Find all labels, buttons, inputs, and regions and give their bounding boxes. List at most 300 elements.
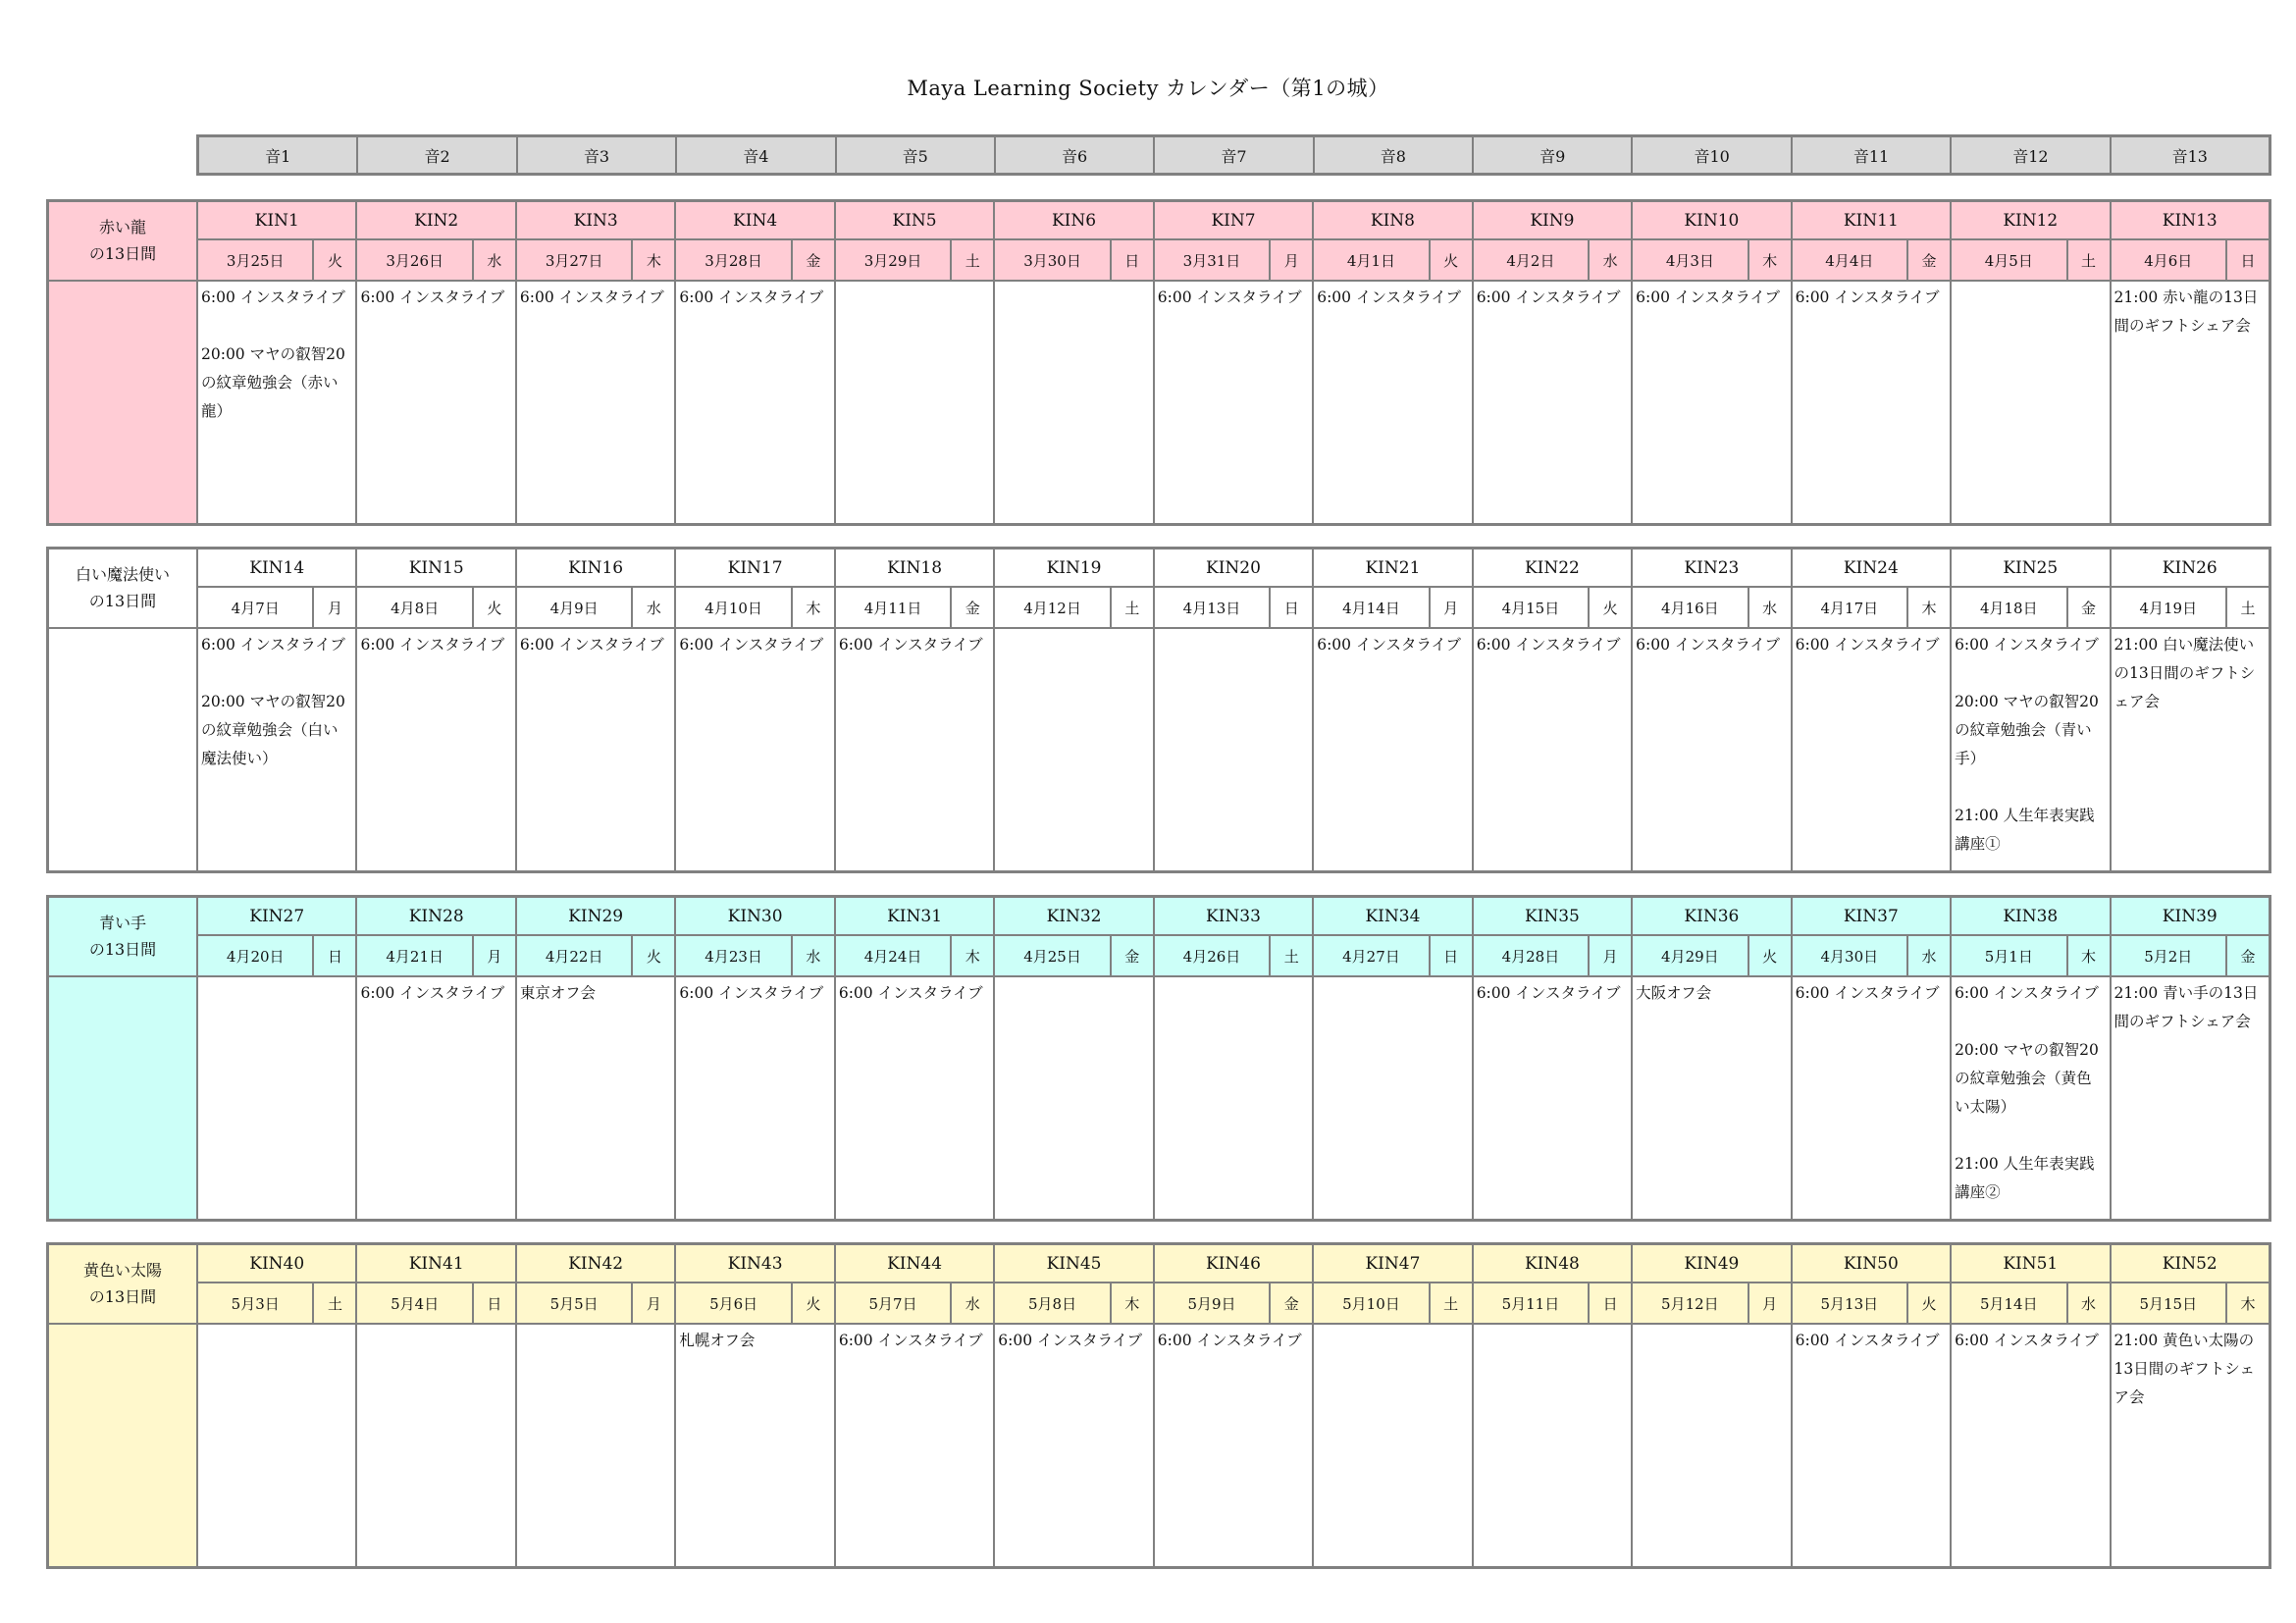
kin-number: KIN51 — [1952, 1245, 2109, 1282]
event-cell[interactable] — [1314, 977, 1471, 1219]
event-entry: 6:00 インスタライブ — [679, 288, 824, 306]
wavespell-label: 赤い龍 の13日間 — [49, 202, 196, 280]
date-label: 4月1日 — [1314, 240, 1428, 280]
date-label: 4月7日 — [198, 588, 312, 627]
date-cell — [2112, 1283, 2269, 1323]
event-cell[interactable] — [1952, 977, 2109, 1219]
date-cell — [1474, 240, 1631, 280]
weekday-label: 土 — [2227, 588, 2269, 627]
date-label: 5月3日 — [198, 1283, 312, 1323]
weekday-label: 木 — [1749, 240, 1791, 280]
event-cell[interactable] — [1633, 977, 1790, 1219]
event-cell[interactable] — [1314, 629, 1471, 870]
date-label: 3月25日 — [198, 240, 312, 280]
date-cell — [357, 588, 514, 627]
kin-number: KIN49 — [1633, 1245, 1790, 1282]
weekday-label: 火 — [314, 240, 355, 280]
date-label: 5月12日 — [1633, 1283, 1747, 1323]
event-entry: 6:00 インスタライブ — [360, 636, 505, 654]
weekday-label: 日 — [1112, 240, 1153, 280]
event-cell[interactable] — [1793, 282, 1950, 523]
event-cell[interactable] — [1314, 282, 1471, 523]
kin-number: KIN23 — [1633, 550, 1790, 586]
weekday-label: 水 — [474, 240, 515, 280]
weekday-label: 土 — [1112, 588, 1153, 627]
kin-number: KIN11 — [1793, 202, 1950, 238]
event-entry: 6:00 インスタライブ — [1955, 984, 2099, 1002]
wavespell-label-fill — [49, 1325, 196, 1566]
weekday-label: 水 — [1749, 588, 1791, 627]
date-cell — [357, 240, 514, 280]
event-cell[interactable] — [357, 1325, 514, 1566]
weekday-label: 木 — [793, 588, 834, 627]
date-cell — [1314, 588, 1471, 627]
event-entry: 6:00 インスタライブ — [1157, 288, 1302, 306]
event-entry: 6:00 インスタライブ — [1795, 984, 1940, 1002]
event-cell[interactable] — [995, 977, 1152, 1219]
event-entry: 6:00 インスタライブ — [679, 984, 824, 1002]
date-label: 5月10日 — [1314, 1283, 1428, 1323]
date-cell — [836, 936, 993, 975]
event-entry: 21:00 赤い龍の13日間のギフトシェア会 — [2113, 288, 2259, 335]
wavespell-label-fill — [49, 282, 196, 523]
event-cell[interactable] — [1952, 1325, 2109, 1566]
event-cell[interactable] — [1155, 1325, 1312, 1566]
event-entry: 6:00 インスタライブ — [519, 288, 664, 306]
tone-header-cell: 音13 — [2112, 137, 2269, 173]
date-cell — [1474, 1283, 1631, 1323]
weekday-label: 月 — [474, 936, 515, 975]
wavespell-block-red — [46, 199, 2271, 526]
date-label: 4月13日 — [1155, 588, 1269, 627]
event-entry: 札幌オフ会 — [679, 1332, 756, 1349]
weekday-label: 土 — [1271, 936, 1312, 975]
event-entry: 21:00 青い手の13日間のギフトシェア会 — [2113, 984, 2259, 1030]
weekday-label: 火 — [1908, 1283, 1950, 1323]
weekday-label: 金 — [793, 240, 834, 280]
event-entry: 6:00 インスタライブ — [360, 288, 505, 306]
kin-number: KIN5 — [836, 202, 993, 238]
event-cell[interactable] — [1474, 629, 1631, 870]
kin-number: KIN17 — [676, 550, 833, 586]
date-cell — [517, 588, 674, 627]
event-cell[interactable] — [836, 282, 993, 523]
date-cell — [995, 936, 1152, 975]
date-label: 4月6日 — [2112, 240, 2225, 280]
kin-number: KIN39 — [2112, 898, 2269, 934]
event-cell[interactable] — [517, 1325, 674, 1566]
kin-number: KIN46 — [1155, 1245, 1312, 1282]
date-cell — [1793, 240, 1950, 280]
kin-number: KIN6 — [995, 202, 1152, 238]
date-cell — [1633, 240, 1790, 280]
date-cell — [995, 240, 1152, 280]
date-label: 5月8日 — [995, 1283, 1109, 1323]
event-cell[interactable] — [517, 977, 674, 1219]
weekday-label: 日 — [1271, 588, 1312, 627]
date-label: 4月28日 — [1474, 936, 1588, 975]
weekday-label: 木 — [952, 936, 993, 975]
kin-number: KIN27 — [198, 898, 355, 934]
date-label: 5月9日 — [1155, 1283, 1269, 1323]
event-cell[interactable] — [517, 282, 674, 523]
date-cell — [1474, 936, 1631, 975]
date-cell — [1633, 936, 1790, 975]
date-label: 4月26日 — [1155, 936, 1269, 975]
event-cell[interactable] — [1952, 282, 2109, 523]
wavespell-block-blue — [46, 895, 2271, 1222]
event-entry: 大阪オフ会 — [1636, 984, 1712, 1002]
date-cell — [1155, 1283, 1312, 1323]
date-cell — [676, 240, 833, 280]
weekday-label: 水 — [633, 588, 674, 627]
event-entry: 6:00 インスタライブ — [1795, 1332, 1940, 1349]
kin-number: KIN50 — [1793, 1245, 1950, 1282]
event-entry: 6:00 インスタライブ — [1317, 636, 1462, 654]
event-cell[interactable] — [357, 282, 514, 523]
date-label: 4月2日 — [1474, 240, 1588, 280]
event-cell[interactable] — [1474, 1325, 1631, 1566]
event-entry: 20:00 マヤの叡智20の紋章勉強会（白い魔法使い） — [201, 693, 345, 767]
kin-number: KIN13 — [2112, 202, 2269, 238]
weekday-label: 水 — [793, 936, 834, 975]
date-cell — [198, 1283, 355, 1323]
date-label: 4月18日 — [1952, 588, 2065, 627]
event-entry: 6:00 インスタライブ — [1955, 636, 2099, 654]
date-cell — [1633, 1283, 1790, 1323]
date-label: 5月15日 — [2112, 1283, 2225, 1323]
weekday-label: 土 — [2068, 240, 2110, 280]
kin-number: KIN19 — [995, 550, 1152, 586]
weekday-label: 木 — [1908, 588, 1950, 627]
weekday-label: 月 — [1590, 936, 1631, 975]
event-cell[interactable] — [676, 1325, 833, 1566]
event-entry: 6:00 インスタライブ — [201, 636, 345, 654]
kin-number: KIN41 — [357, 1245, 514, 1282]
date-cell — [836, 240, 993, 280]
wavespell-block-white — [46, 547, 2271, 873]
event-cell[interactable] — [1155, 629, 1312, 870]
kin-number: KIN42 — [517, 1245, 674, 1282]
tone-header-cell: 音2 — [358, 137, 515, 173]
weekday-label: 水 — [2068, 1283, 2110, 1323]
date-label: 4月8日 — [357, 588, 471, 627]
weekday-label: 水 — [1908, 936, 1950, 975]
event-cell[interactable] — [1793, 629, 1950, 870]
date-label: 4月27日 — [1314, 936, 1428, 975]
kin-number: KIN32 — [995, 898, 1152, 934]
event-cell[interactable] — [995, 282, 1152, 523]
kin-number: KIN1 — [198, 202, 355, 238]
date-label: 4月24日 — [836, 936, 950, 975]
date-label: 3月29日 — [836, 240, 950, 280]
kin-number: KIN37 — [1793, 898, 1950, 934]
date-label: 4月5日 — [1952, 240, 2065, 280]
kin-number: KIN15 — [357, 550, 514, 586]
tone-header-cell: 音10 — [1633, 137, 1790, 173]
event-cell[interactable] — [1155, 977, 1312, 1219]
date-cell — [1952, 1283, 2109, 1323]
weekday-label: 金 — [1271, 1283, 1312, 1323]
kin-number: KIN34 — [1314, 898, 1471, 934]
event-entry: 21:00 人生年表実践講座② — [1955, 1155, 2095, 1201]
date-cell — [1474, 588, 1631, 627]
date-cell — [1952, 936, 2109, 975]
weekday-label: 火 — [1590, 588, 1631, 627]
event-cell[interactable] — [1793, 977, 1950, 1219]
event-cell[interactable] — [1633, 282, 1790, 523]
kin-number: KIN40 — [198, 1245, 355, 1282]
event-cell[interactable] — [676, 977, 833, 1219]
event-entry: 6:00 インスタライブ — [201, 288, 345, 306]
kin-number: KIN26 — [2112, 550, 2269, 586]
date-label: 4月11日 — [836, 588, 950, 627]
date-cell — [517, 1283, 674, 1323]
event-cell[interactable] — [1633, 629, 1790, 870]
wavespell-label: 白い魔法使い の13日間 — [49, 550, 196, 627]
tone-header-cell: 音7 — [1155, 137, 1312, 173]
tone-header-cell: 音11 — [1793, 137, 1950, 173]
event-entry: 6:00 インスタライブ — [1795, 288, 1940, 306]
date-label: 5月2日 — [2112, 936, 2225, 975]
date-cell — [995, 588, 1152, 627]
weekday-label: 火 — [1431, 240, 1472, 280]
event-entry: 20:00 マヤの叡智20の紋章勉強会（青い手） — [1955, 693, 2099, 767]
event-cell[interactable] — [2112, 977, 2269, 1219]
date-cell — [1952, 588, 2109, 627]
event-entry: 20:00 マヤの叡智20の紋章勉強会（赤い龍） — [201, 345, 345, 420]
event-cell[interactable] — [995, 1325, 1152, 1566]
event-cell[interactable] — [1474, 282, 1631, 523]
event-entry: 6:00 インスタライブ — [1317, 288, 1462, 306]
date-label: 4月19日 — [2112, 588, 2225, 627]
event-cell[interactable] — [357, 629, 514, 870]
kin-number: KIN38 — [1952, 898, 2109, 934]
kin-number: KIN45 — [995, 1245, 1152, 1282]
event-entry: 6:00 インスタライブ — [1636, 288, 1780, 306]
kin-number: KIN25 — [1952, 550, 2109, 586]
event-cell[interactable] — [198, 1325, 355, 1566]
event-cell[interactable] — [517, 629, 674, 870]
tone-header-cell: 音1 — [199, 137, 356, 173]
date-label: 4月16日 — [1633, 588, 1747, 627]
date-label: 5月7日 — [836, 1283, 950, 1323]
kin-number: KIN47 — [1314, 1245, 1471, 1282]
kin-number: KIN7 — [1155, 202, 1312, 238]
date-cell — [357, 1283, 514, 1323]
page-title: Maya Learning Society カレンダー（第1の城） — [907, 77, 1389, 100]
weekday-label: 月 — [1271, 240, 1312, 280]
event-cell[interactable] — [836, 1325, 993, 1566]
wavespell-label: 黄色い太陽 の13日間 — [49, 1245, 196, 1323]
date-label: 3月28日 — [676, 240, 790, 280]
event-cell[interactable] — [1474, 977, 1631, 1219]
event-cell[interactable] — [198, 282, 355, 523]
tone-header-cell: 音9 — [1474, 137, 1631, 173]
date-label: 5月11日 — [1474, 1283, 1588, 1323]
wavespell-label: 青い手 の13日間 — [49, 898, 196, 975]
date-cell — [517, 240, 674, 280]
weekday-label: 土 — [952, 240, 993, 280]
date-cell — [2112, 936, 2269, 975]
kin-number: KIN10 — [1633, 202, 1790, 238]
kin-number: KIN2 — [357, 202, 514, 238]
date-label: 4月20日 — [198, 936, 312, 975]
wavespell-block-yellow — [46, 1242, 2271, 1569]
weekday-label: 火 — [633, 936, 674, 975]
date-label: 4月10日 — [676, 588, 790, 627]
wavespell-label-fill — [49, 977, 196, 1219]
weekday-label: 日 — [314, 936, 355, 975]
date-cell — [198, 240, 355, 280]
kin-number: KIN48 — [1474, 1245, 1631, 1282]
weekday-label: 日 — [1590, 1283, 1631, 1323]
event-cell[interactable] — [676, 629, 833, 870]
event-entry: 6:00 インスタライブ — [679, 636, 824, 654]
event-cell[interactable] — [1314, 1325, 1471, 1566]
date-cell — [836, 1283, 993, 1323]
event-entry: 6:00 インスタライブ — [1476, 984, 1621, 1002]
date-cell — [1155, 936, 1312, 975]
date-label: 4月15日 — [1474, 588, 1588, 627]
event-entry: 6:00 インスタライブ — [1476, 636, 1621, 654]
event-entry: 20:00 マヤの叡智20の紋章勉強会（黄色い太陽） — [1955, 1041, 2099, 1116]
weekday-label: 金 — [2068, 588, 2110, 627]
event-entry: 6:00 インスタライブ — [1476, 288, 1621, 306]
kin-number: KIN8 — [1314, 202, 1471, 238]
event-entry: 6:00 インスタライブ — [519, 636, 664, 654]
weekday-label: 水 — [952, 1283, 993, 1323]
date-label: 3月27日 — [517, 240, 631, 280]
date-label: 5月13日 — [1793, 1283, 1906, 1323]
event-cell[interactable] — [357, 977, 514, 1219]
tone-header-cell: 音12 — [1952, 137, 2109, 173]
date-label: 4月29日 — [1633, 936, 1747, 975]
weekday-label: 金 — [952, 588, 993, 627]
date-label: 4月25日 — [995, 936, 1109, 975]
date-label: 5月14日 — [1952, 1283, 2065, 1323]
event-cell[interactable] — [1155, 282, 1312, 523]
event-cell[interactable] — [995, 629, 1152, 870]
weekday-label: 火 — [793, 1283, 834, 1323]
date-label: 4月12日 — [995, 588, 1109, 627]
event-cell[interactable] — [676, 282, 833, 523]
wavespell-label-fill — [49, 629, 196, 870]
event-entry: 6:00 インスタライブ — [1955, 1332, 2099, 1349]
date-label: 5月5日 — [517, 1283, 631, 1323]
date-label: 4月9日 — [517, 588, 631, 627]
date-cell — [836, 588, 993, 627]
weekday-label: 金 — [1112, 936, 1153, 975]
weekday-label: 土 — [314, 1283, 355, 1323]
event-cell[interactable] — [1633, 1325, 1790, 1566]
date-cell — [1793, 936, 1950, 975]
event-entry: 21:00 人生年表実践講座① — [1955, 807, 2095, 853]
date-label: 4月23日 — [676, 936, 790, 975]
kin-number: KIN35 — [1474, 898, 1631, 934]
date-cell — [995, 1283, 1152, 1323]
kin-number: KIN24 — [1793, 550, 1950, 586]
weekday-label: 木 — [1112, 1283, 1153, 1323]
event-cell[interactable] — [836, 629, 993, 870]
tone-header-cell: 音3 — [518, 137, 675, 173]
weekday-label: 日 — [1431, 936, 1472, 975]
event-entry: 6:00 インスタライブ — [838, 636, 983, 654]
event-entry: 6:00 インスタライブ — [1636, 636, 1780, 654]
date-cell — [1793, 588, 1950, 627]
kin-number: KIN22 — [1474, 550, 1631, 586]
kin-number: KIN43 — [676, 1245, 833, 1282]
event-cell[interactable] — [198, 629, 355, 870]
kin-number: KIN18 — [836, 550, 993, 586]
date-cell — [2112, 588, 2269, 627]
date-cell — [676, 936, 833, 975]
date-label: 4月14日 — [1314, 588, 1428, 627]
tone-header-cell: 音6 — [996, 137, 1153, 173]
date-cell — [676, 588, 833, 627]
date-label: 3月26日 — [357, 240, 471, 280]
event-entry: 6:00 インスタライブ — [838, 1332, 983, 1349]
date-cell — [2112, 240, 2269, 280]
kin-number: KIN30 — [676, 898, 833, 934]
kin-number: KIN12 — [1952, 202, 2109, 238]
event-entry: 21:00 黄色い太陽の13日間のギフトシェア会 — [2113, 1332, 2255, 1406]
event-cell[interactable] — [2112, 282, 2269, 523]
event-entry: 6:00 インスタライブ — [1795, 636, 1940, 654]
event-cell[interactable] — [2112, 1325, 2269, 1566]
date-cell — [1155, 240, 1312, 280]
date-label: 4月30日 — [1793, 936, 1906, 975]
kin-number: KIN4 — [676, 202, 833, 238]
kin-number: KIN28 — [357, 898, 514, 934]
date-label: 5月6日 — [676, 1283, 790, 1323]
date-label: 5月1日 — [1952, 936, 2065, 975]
date-label: 4月21日 — [357, 936, 471, 975]
weekday-label: 月 — [1749, 1283, 1791, 1323]
date-label: 4月17日 — [1793, 588, 1906, 627]
weekday-label: 日 — [2227, 240, 2269, 280]
kin-number: KIN36 — [1633, 898, 1790, 934]
kin-number: KIN33 — [1155, 898, 1312, 934]
event-cell[interactable] — [836, 977, 993, 1219]
event-entry: 21:00 白い魔法使いの13日間のギフトシェア会 — [2113, 636, 2256, 710]
date-cell — [1633, 588, 1790, 627]
weekday-label: 月 — [1431, 588, 1472, 627]
date-cell — [1793, 1283, 1950, 1323]
weekday-label: 木 — [2227, 1283, 2269, 1323]
date-cell — [676, 1283, 833, 1323]
weekday-label: 月 — [633, 1283, 674, 1323]
kin-number: KIN9 — [1474, 202, 1631, 238]
kin-number: KIN3 — [517, 202, 674, 238]
tone-header-row — [196, 134, 2271, 176]
event-cell[interactable] — [1793, 1325, 1950, 1566]
event-cell[interactable] — [198, 977, 355, 1219]
tone-header-cell: 音8 — [1315, 137, 1472, 173]
kin-number: KIN16 — [517, 550, 674, 586]
event-cell[interactable] — [2112, 629, 2269, 870]
event-cell[interactable] — [1952, 629, 2109, 870]
event-entry: 6:00 インスタライブ — [998, 1332, 1143, 1349]
weekday-label: 金 — [2227, 936, 2269, 975]
date-label: 5月4日 — [357, 1283, 471, 1323]
event-entry: 6:00 インスタライブ — [1157, 1332, 1302, 1349]
kin-number: KIN20 — [1155, 550, 1312, 586]
tone-header-cell: 音5 — [837, 137, 994, 173]
date-cell — [198, 588, 355, 627]
date-cell — [1952, 240, 2109, 280]
event-entry: 6:00 インスタライブ — [360, 984, 505, 1002]
